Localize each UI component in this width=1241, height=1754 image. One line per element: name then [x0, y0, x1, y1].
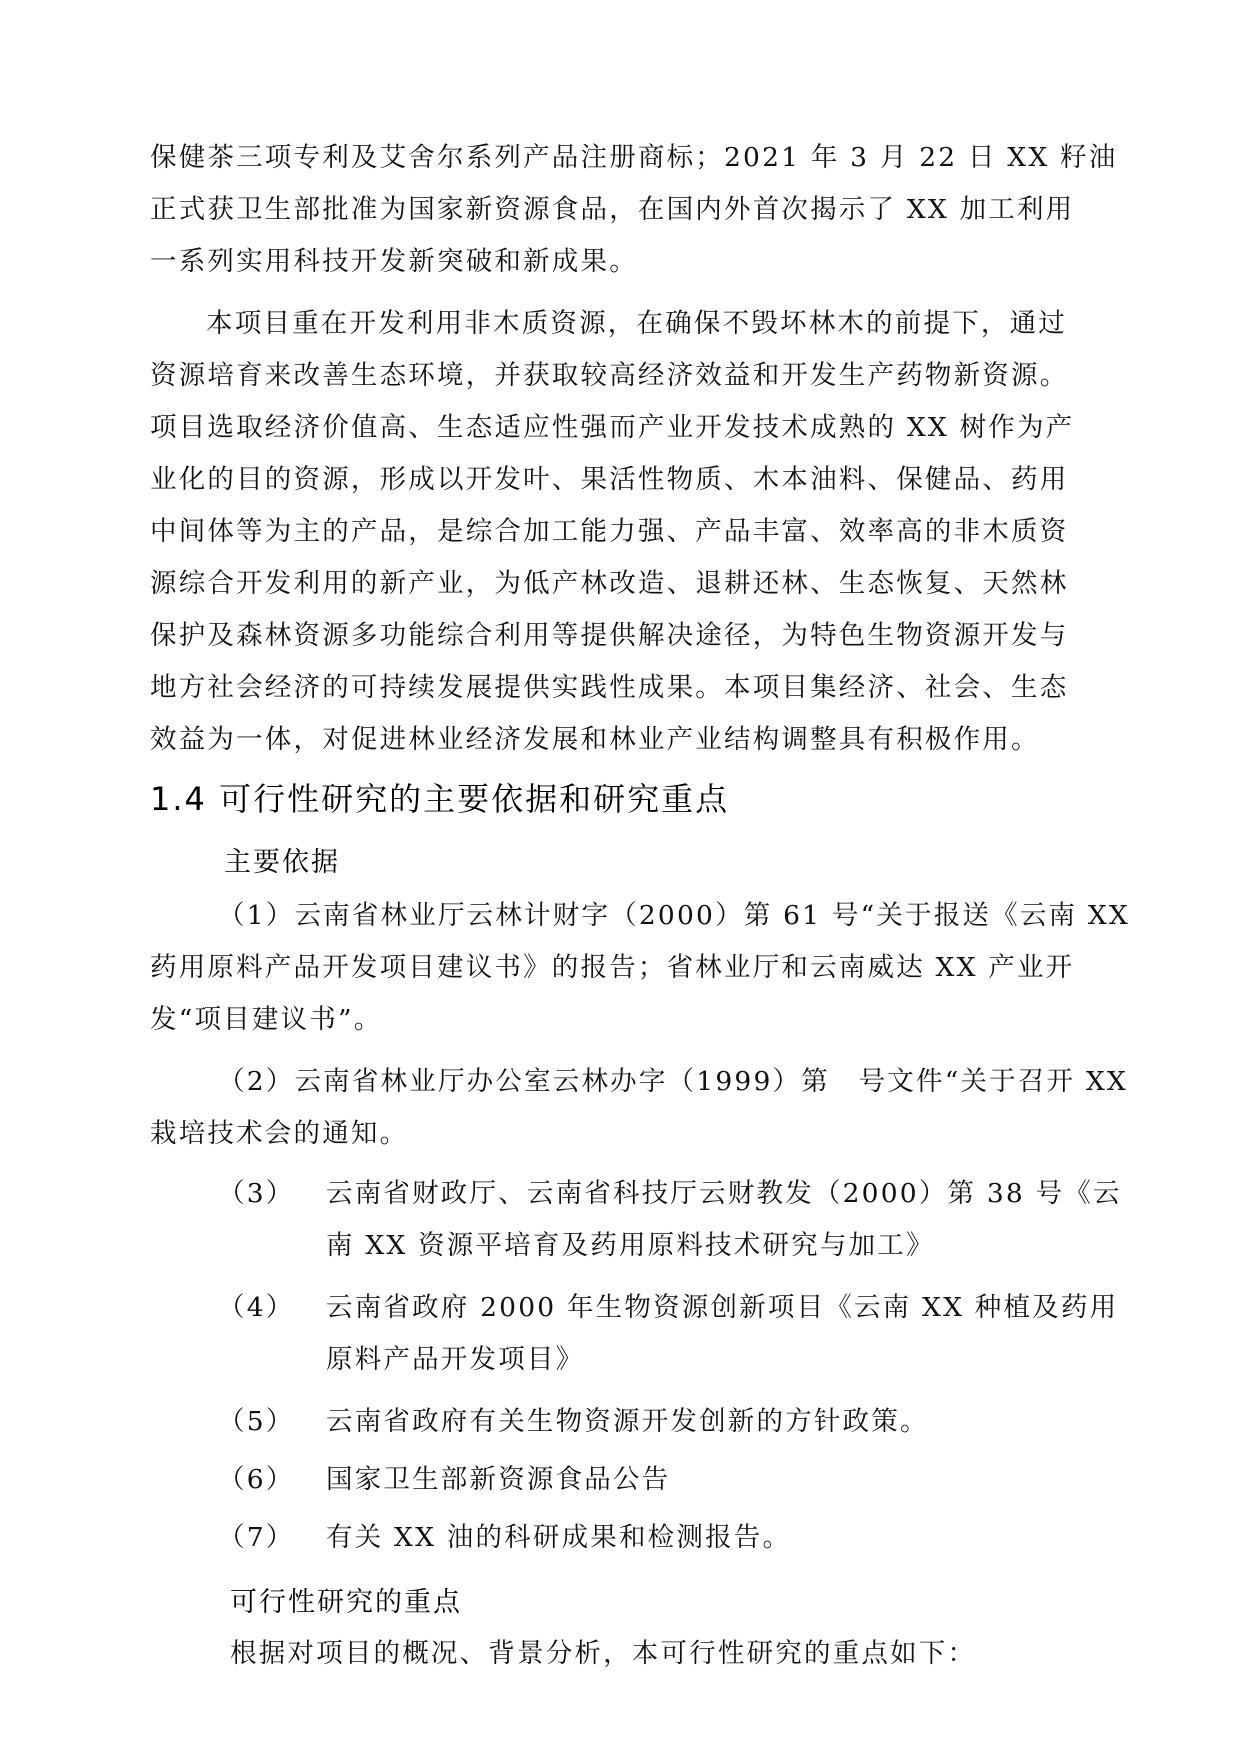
text-line: 源综合开发利用的新产业，为低产林改造、退耕还林、生态恢复、天然林: [150, 568, 1069, 599]
text-line: 本项目重在开发利用非木质资源，在确保不毁坏林木的前提下，通过: [206, 308, 1067, 339]
list-item-text: 云南省政府 2000 年生物资源创新项目《云南 XX 种植及药用: [326, 1292, 1119, 1323]
list-item-text: 国家卫生部新资源食品公告: [326, 1464, 671, 1495]
text-line: 业化的目的资源，形成以开发叶、果活性物质、木本油料、保健品、药用: [150, 464, 1069, 495]
list-item-text: 原料产品开发项目》: [326, 1344, 585, 1375]
list-item-text: 云南省财政厅、云南省科技厅云财教发（2000）第 38 号《云: [326, 1178, 1122, 1209]
list-item-number: （7）: [218, 1522, 295, 1553]
text-line: 效益为一体，对促进林业经济发展和林业产业结构调整具有积极作用。: [150, 724, 1040, 755]
text-line: 药用原料产品开发项目建议书》的报告；省林业厅和云南威达 XX 产业开: [150, 952, 1075, 983]
list-item-number: （6）: [218, 1464, 295, 1495]
text-line: （2）云南省林业厅办公室云林办字（1999）第 号文件“关于召开 XX: [218, 1066, 1129, 1097]
list-item-number: （5）: [218, 1406, 295, 1437]
text-line: 中间体等为主的产品，是综合加工能力强、产品丰富、效率高的非木质资: [150, 516, 1069, 547]
text-line: 资源培育来改善生态环境，并获取较高经济效益和开发生产药物新资源。: [150, 360, 1069, 391]
text-line: 地方社会经济的可持续发展提供实践性成果。本项目集经济、社会、生态: [150, 672, 1069, 703]
list-item-text: 南 XX 资源平培育及药用原料技术研究与加工》: [326, 1230, 935, 1261]
text-line: 正式获卫生部批准为国家新资源食品，在国内外首次揭示了 XX 加工利用: [150, 194, 1075, 225]
list-item-text: 有关 XX 油的科研成果和检测报告。: [326, 1522, 792, 1553]
text-line: （1）云南省林业厅云林计财字（2000）第 61 号“关于报送《云南 XX: [218, 900, 1130, 931]
focus-heading: 可行性研究的重点: [230, 1587, 462, 1618]
section-heading: 1.4 可行性研究的主要依据和研究重点: [150, 780, 730, 818]
list-item-number: （3）: [218, 1178, 295, 1209]
list-item-number: （4）: [218, 1292, 295, 1323]
text-line: 保健茶三项专利及艾舍尔系列产品注册商标；2021 年 3 月 22 日 XX 籽油: [150, 142, 1118, 173]
text-line: 栽培技术会的通知。: [150, 1118, 409, 1149]
text-line: 发“项目建议书”。: [150, 1004, 383, 1035]
text-line: 项目选取经济价值高、生态适应性强而产业开发技术成熟的 XX 树作为产: [150, 412, 1075, 443]
text-line: 根据对项目的概况、背景分析，本可行性研究的重点如下：: [230, 1638, 977, 1669]
text-line: 保护及森林资源多功能综合利用等提供解决途径，为特色生物资源开发与: [150, 620, 1069, 651]
text-line: 一系列实用科技开发新突破和新成果。: [150, 246, 638, 277]
list-item-text: 云南省政府有关生物资源开发创新的方针政策。: [326, 1406, 929, 1437]
basis-heading: 主要依据: [224, 847, 340, 878]
